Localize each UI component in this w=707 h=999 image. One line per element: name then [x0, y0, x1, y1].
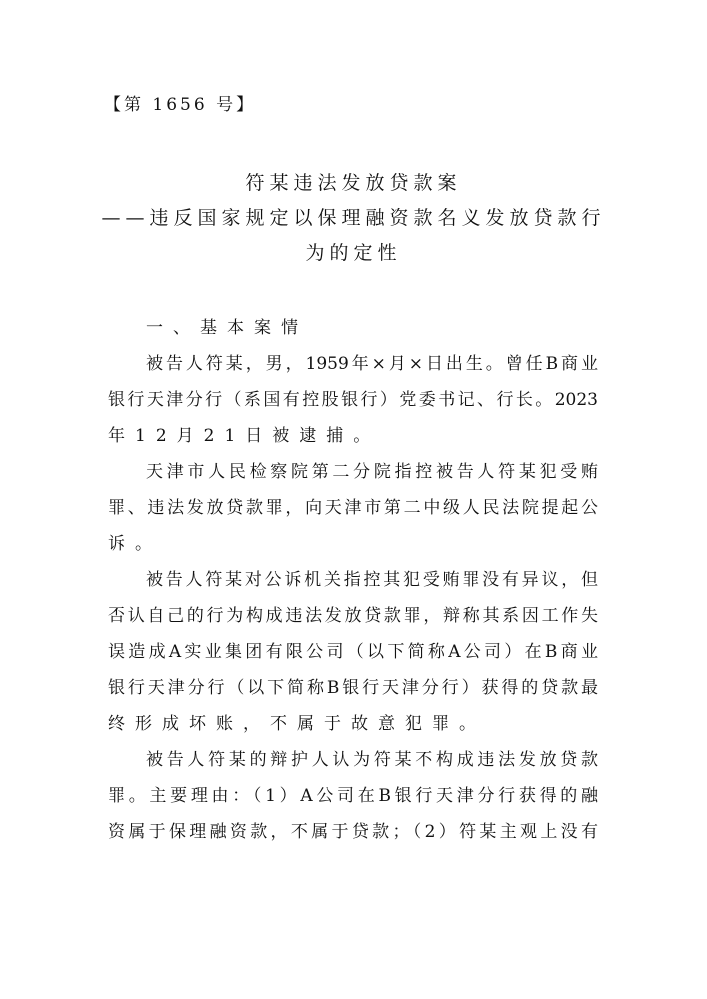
section-heading: 一、基本案情: [146, 318, 308, 338]
text-line: 误造成A实业集团有限公司（以下简称A公司）在B商业: [108, 642, 598, 662]
paragraph-defendant: [108, 346, 598, 454]
paragraph-prosecution: [108, 454, 598, 562]
text-line: 罪、违法发放贷款罪，向天津市第二中级人民法院提起公: [108, 498, 598, 518]
paragraph-defense-counsel: [108, 742, 598, 850]
case-title: 符某违法发放贷款案: [245, 172, 462, 194]
case-subtitle-line-2: 为的定性: [305, 242, 402, 264]
text-line: 天津市人民检察院第二分院指控被告人符某犯受贿: [146, 462, 598, 482]
text-line: 被告人符某，男，1959年×月×日出生。曾任B商业: [146, 354, 598, 374]
text-line: 资属于保理融资款，不属于贷款；（2）符某主观上没有: [108, 822, 598, 842]
paragraph-defendant-plea: [108, 562, 598, 742]
document-body: [108, 310, 598, 850]
text-line: 年12月21日被逮捕。: [108, 426, 381, 446]
text-line: 银行天津分行（以下简称B银行天津分行）获得的贷款最: [108, 678, 598, 698]
case-number: 【第 1656 号】: [104, 95, 257, 115]
text-line: 诉。: [108, 534, 162, 554]
text-line: 否认自己的行为构成违法发放贷款罪，辩称其系因工作失: [108, 606, 598, 626]
case-subtitle-line-1: ——违反国家规定以保理融资款名义发放贷款行: [101, 207, 606, 229]
text-line: 银行天津分行（系国有控股银行）党委书记、行长。2023: [108, 390, 598, 410]
text-line: 罪。主要理由：（1）A公司在B银行天津分行获得的融: [108, 786, 598, 806]
text-line: 被告人符某对公诉机关指控其犯受贿罪没有异议，但: [146, 570, 598, 590]
text-line: 终形成坏账，不属于故意犯罪。: [108, 714, 486, 734]
text-line: 被告人符某的辩护人认为符某不构成违法发放贷款: [146, 750, 598, 770]
